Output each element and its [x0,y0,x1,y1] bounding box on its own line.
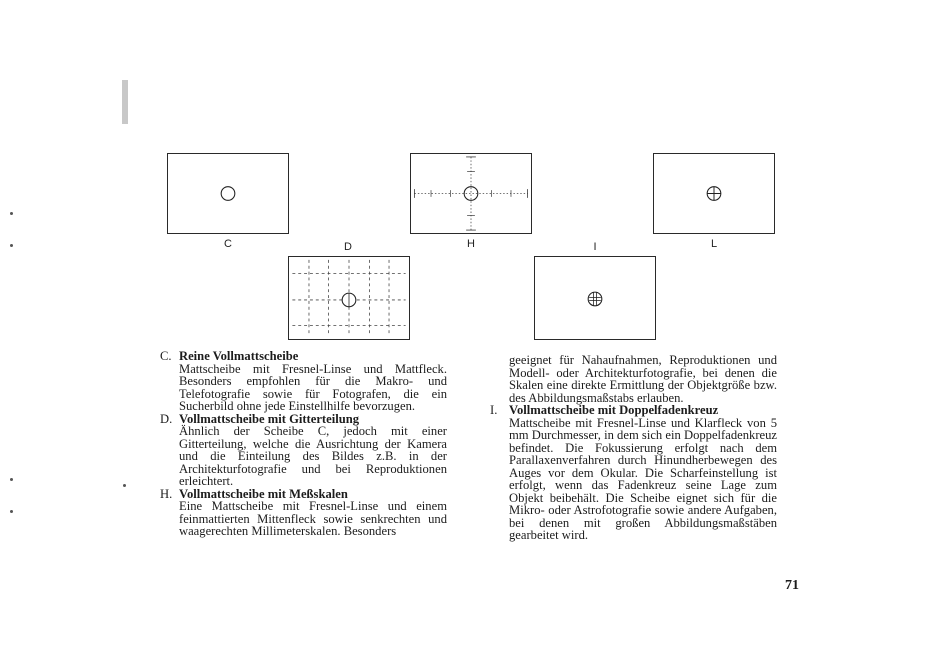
focusing-screen-h [410,153,532,234]
label-h: H [467,238,475,250]
entry-letter: C. [160,349,172,363]
entry-text: Mattscheibe mit Fresnel-Linse und Mattfleck. Besonders empfohlen für die Makro- und Telefotografie sowie für Fotografen, die ein Sucherbild ohne jede Einstellhilfe bevorzugen. [179,361,447,413]
focusing-screen-l [653,153,775,234]
label-l: L [710,238,718,250]
screen-c-pattern [168,154,288,233]
screen-h-pattern [411,154,531,233]
screen-i-pattern [535,257,655,339]
entry-text: Ähnlich der Scheibe C, jedoch mit einer Gitterteilung, welche die Ausrichtung der Kamera und die Einteilung des Bildes z.B. in der Architekturfotografie und bei Reproduktionen erleichtert. [179,424,447,488]
scan-dot [10,244,13,247]
entry-heading: Vollmattscheibe mit Meßskalen [179,486,348,501]
entry-heading: Reine Vollmattscheibe [179,349,299,363]
focusing-screen-c [167,153,289,234]
label-d: D [344,241,352,253]
scan-dot [10,510,13,513]
scan-margin-mark [122,80,128,124]
focusing-screen-i [534,256,656,340]
focusing-screen-d [288,256,410,340]
entry-c [160,349,447,413]
entry-text: Eine Mattscheibe mit Fresnel-Linse und einem feinmattierten Mittenfleck sowie senkrechten und waagerechten Millimeterskalen. Besonders [179,499,447,538]
page-number: 71 [785,578,799,593]
scan-dot [123,484,126,487]
entry-heading: Vollmattscheibe mit Doppelfadenkreuz [509,403,719,417]
left-text-column [160,349,447,538]
continuation-text: geeignet für Nahaufnahmen, Reproduktionen und Modell- oder Architekturfotografie, bei denen die Skalen eine direkte Ermittlung der Objektgröße bzw. des Abbildungsmaßstabs erlauben. [509,353,777,405]
entry-letter: H. [160,486,173,501]
entry-text: Mattscheibe mit Fresnel-Linse und Klarfleck von 5 mm Durchmesser, in dem sich ein Doppelfadenkreuz befindet. Die Fokussierung erfolgt nach dem Parallaxenverfahren durch Hinundherbewegen des Auges vor dem Okular. Die Scharfeinstellung ist erfolgt, wenn das Fadenkreuz seine Lage zum Objekt beibehält. Die Scheibe eignet sich für die Mikro- oder Astrofotografie sowie andere Aufgaben, bei denen mit großen Abbildungsmaßstäben gearbeitet wird. [509,415,777,542]
scan-dot [10,478,13,481]
right-text-column [490,353,777,542]
entry-letter: D. [160,411,173,426]
label-c: C [224,238,232,250]
screen-l-pattern [654,154,774,233]
entry-h [160,486,447,538]
entry-i [490,403,777,542]
scan-dot [10,212,13,215]
entry-d [160,411,447,488]
screen-d-pattern [289,257,409,339]
entry-heading: Vollmattscheibe mit Gitterteilung [179,411,360,426]
label-i: I [593,241,597,253]
entry-letter: I. [490,403,498,417]
